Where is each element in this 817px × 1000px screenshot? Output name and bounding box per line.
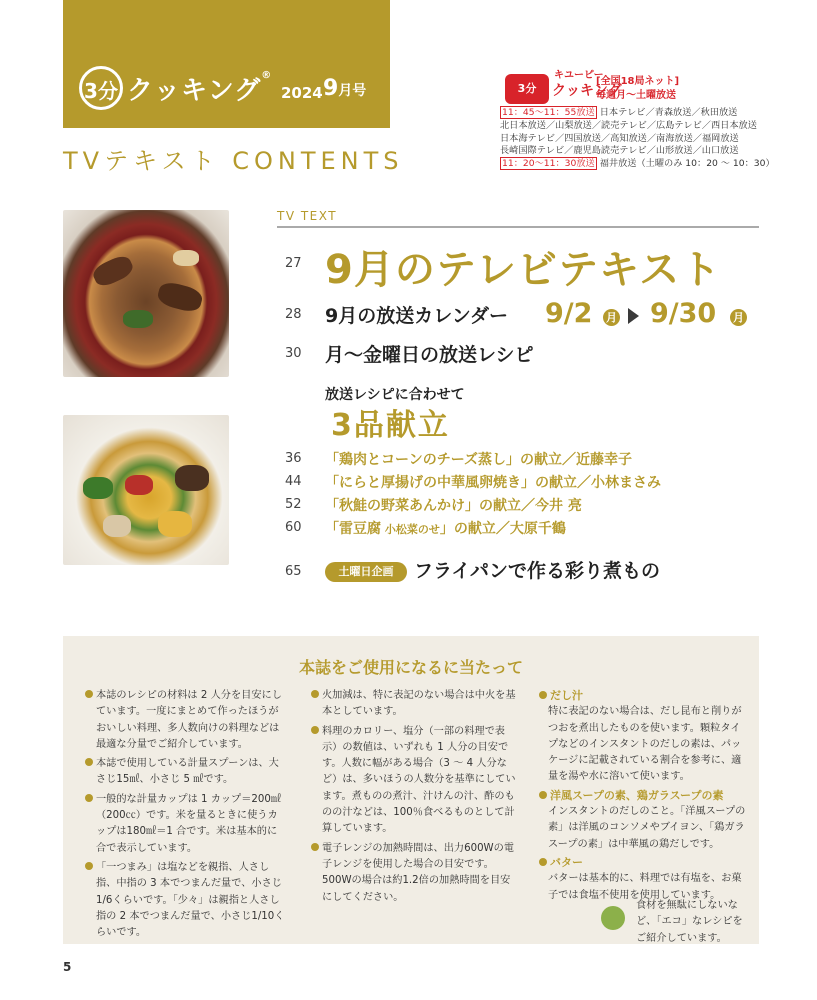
bullet-icon (539, 691, 547, 699)
notes-column-2 (311, 688, 517, 909)
bullet-icon (85, 862, 93, 870)
sponsor-name: キユーピー (554, 70, 604, 81)
broadcast-logo-badge: 3分 (505, 74, 549, 104)
note-body: バターは基本的に、料理では有塩を、お菓子では食塩不使用を使用しています。 (548, 873, 742, 901)
notes-column-1 (85, 688, 285, 944)
page-number-28: 28 (285, 307, 302, 322)
note-heading-text: バター (550, 855, 583, 869)
note-text: 一般的な計量カップは 1 カップ＝200㎖（200㏄）です。米を量るときに使うカップは180㎖＝1 合です。米は基本的に合で表示しています。 (96, 793, 282, 854)
logo-title: クッキング (127, 76, 262, 106)
note-body: インスタントのだしのこと。「洋風スープの素」は洋風のコンソメやブイヨン、「鶏ガラスープの素」は中華風の鶏だしです。 (548, 806, 746, 850)
station-line: 長崎国際テレビ／鹿児島読売テレビ／山形放送／山口放送 (500, 145, 739, 157)
menu-item[interactable] (325, 495, 582, 515)
eco-note (636, 898, 751, 947)
note-text: 本誌のレシピの材料は 2 人分を目安にしています。一度にまとめて作ったほうがおいしい料理、多人数向けの料理などは最適な分量でご紹介しています。 (96, 690, 282, 750)
note-heading (539, 855, 749, 871)
bullet-icon (539, 791, 547, 799)
note-text: 「一つまみ」は塩などを親指、人さし指、中指の 3 本でつまんだ量で、小さじ1/6くらいです。「少々」は親指と人さし指の 2 本でつまんだ量で、小さじ1/10くらいです。 (96, 861, 285, 939)
magazine-logo-box (63, 0, 390, 128)
menu-item[interactable] (325, 449, 632, 469)
note-text: 電子レンジの加熱時間は、出力600Wの電子レンジを使用した場合の目安です。500Wの場合は約1.2倍の加熱時間を目安にしてください。 (322, 842, 515, 903)
broadcast-time: 11：45〜11：55放送 (502, 107, 595, 118)
menu-item[interactable] (325, 518, 566, 538)
note-heading-text: 洋風スープの素、鶏ガラスープの素 (550, 788, 724, 802)
station-names: 福井放送（土曜のみ 10：20 〜 10：30） (599, 158, 775, 170)
program-name: クッキング (552, 83, 622, 99)
station-line (500, 158, 775, 171)
page-number-65: 65 (285, 564, 302, 579)
bullet-icon (85, 794, 93, 802)
saturday-feature-link[interactable]: フライパンで作る彩り煮もの (414, 560, 661, 582)
menu-author: ／近藤幸子 (562, 452, 633, 468)
page-number-36: 36 (285, 451, 302, 466)
contents-divider (277, 226, 759, 228)
station-line: 日本海テレビ／四国放送／高知放送／南海放送／福岡放送 (500, 132, 739, 144)
saturday-feature-badge: 土曜日企画 (325, 562, 407, 582)
eco-note-text: 食材を無駄にしないなど、「エコ」なレシピをご紹介しています。 (636, 900, 743, 944)
broadcast-calendar-link[interactable]: 9月の放送カレンダー (325, 305, 508, 327)
page-number: 5 (63, 960, 72, 974)
three-dish-subheading: 放送レシピに合わせて (325, 387, 465, 403)
issue-year: 2024 (281, 84, 323, 102)
usage-notes-title: 本誌をご使用になるに当たって (298, 658, 523, 677)
issue-month (323, 76, 366, 101)
broadcast-time: 11：20〜11：30放送 (502, 158, 595, 170)
menu-title: 「にらと厚揚げの中華風卵焼き」の献立 (325, 475, 577, 491)
end-day-badge: 月 (730, 309, 747, 326)
menu-author: 」の献立／大原千鶴 (439, 521, 566, 537)
bullet-icon (311, 726, 319, 734)
note-item (85, 756, 285, 789)
calendar-end-date: 9/30 (650, 298, 717, 329)
registered-mark: ® (261, 70, 273, 81)
note-heading (539, 788, 749, 804)
contents-label: TV TEXT (277, 209, 338, 223)
menu-author: ／小林まさみ (577, 475, 661, 491)
station-line (500, 107, 775, 120)
issue-month-suffix: 月号 (338, 83, 367, 99)
tv-text-heading[interactable]: 9月のテレビテキスト (325, 247, 722, 293)
page-number-27: 27 (285, 256, 302, 271)
note-text: 本誌で使用している計量スプーンは、大さじ15㎖、小さじ 5 ㎖です。 (96, 758, 279, 786)
note-item (85, 860, 285, 941)
menu-title: 「鶏肉とコーンのチーズ蒸し」の献立 (325, 452, 563, 468)
note-item (311, 724, 517, 838)
start-day-badge: 月 (603, 309, 620, 326)
note-item (311, 841, 517, 906)
station-line: 北日本放送／山梨放送／読売テレビ／広島テレビ／西日本放送 (500, 119, 757, 131)
menu-note: 小松菜のせ (381, 523, 440, 536)
usage-notes-box (63, 636, 759, 944)
calendar-start-date: 9/2 (545, 298, 593, 329)
section-title: TVテキスト CONTENTS (63, 147, 404, 175)
note-text: 料理のカロリー、塩分（一部の料理で表示）の数値は、いずれも 1 人分の目安です。人数に幅がある場合（3 〜 4 人分など）は、多いほうの人数分を基準にしています。煮ものの煮汁、汁けんの汁、酢のものの汁などは、100％食べるものとして計算しています。 (322, 725, 516, 835)
arrow-right-icon (628, 308, 639, 324)
bullet-icon (85, 758, 93, 766)
eco-mascot-icon (601, 906, 625, 930)
menu-title: 「雷豆腐 (325, 521, 381, 537)
menu-item[interactable] (325, 472, 661, 492)
page-number-44: 44 (285, 474, 302, 489)
issue-month-number: 9 (323, 76, 339, 101)
three-dish-heading: 3品献立 (331, 408, 450, 443)
note-item (85, 792, 285, 857)
page-number-52: 52 (285, 497, 302, 512)
network-count: [全国18局ネット] (596, 76, 680, 87)
simmered-vegetables-photo (63, 415, 229, 565)
notes-column-3 (539, 688, 749, 906)
bullet-icon (311, 690, 319, 698)
station-list (500, 107, 775, 171)
logo-mark: 3分 (79, 66, 123, 110)
logo-text (127, 70, 272, 107)
station-names: 日本テレビ／青森放送／秋田放送 (599, 107, 738, 118)
note-item (85, 688, 285, 753)
bullet-icon (85, 690, 93, 698)
page-number-30: 30 (285, 346, 302, 361)
broadcast-schedule: 毎週月〜土曜放送 (596, 90, 676, 101)
bullet-icon (539, 858, 547, 866)
page-number-60: 60 (285, 520, 302, 535)
bullet-icon (311, 843, 319, 851)
note-item (311, 688, 517, 721)
note-text: 火加減は、特に表記のない場合は中火を基本としています。 (322, 690, 516, 718)
weekday-recipes-link[interactable]: 月〜金曜日の放送レシピ (325, 344, 534, 366)
menu-title: 「秋鮭の野菜あんかけ」の献立 (325, 498, 521, 514)
note-heading (539, 688, 749, 704)
eel-rice-bowl-photo (63, 210, 229, 377)
note-heading-text: だし汁 (550, 689, 583, 702)
note-body: 特に表記のない場合は、だし昆布と削りがつおを煮出したものを使います。顆粒タイプなどのインスタントのだしの素は、パッケージに記載されている割合を参考に、適量を湯や水に溶いて使います。 (548, 706, 742, 783)
menu-author: ／今井 亮 (521, 498, 582, 514)
